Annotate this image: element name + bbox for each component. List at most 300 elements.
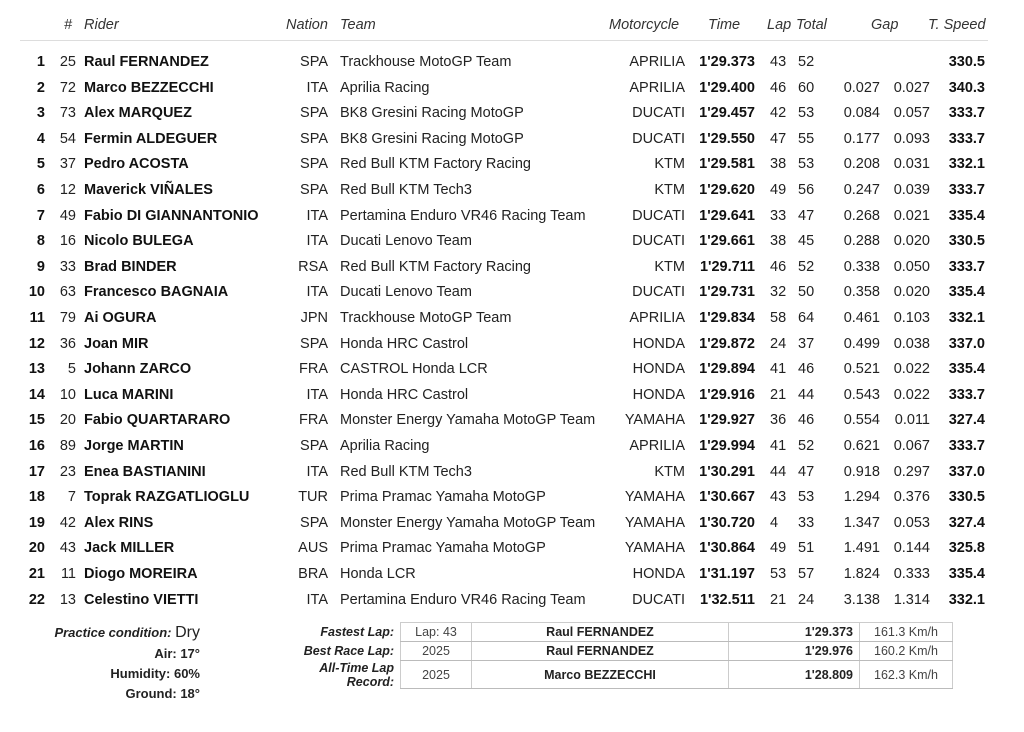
nation: SPA [300, 335, 328, 352]
position: 10 [28, 284, 45, 301]
motorcycle: APRILIA [629, 310, 685, 326]
table-row [0, 438, 1024, 463]
gap-first: 0.288 [843, 233, 880, 250]
top-speed: 333.7 [948, 438, 985, 454]
rider-number: 23 [59, 463, 76, 480]
total-laps: 24 [798, 591, 815, 608]
top-speed: 330.5 [948, 54, 985, 70]
rider-number: 13 [59, 591, 76, 608]
practice-label: Practice condition: [54, 625, 172, 640]
lap: 49 [770, 182, 787, 198]
lap-time: 1'29.550 [699, 130, 755, 147]
table-row [0, 489, 1024, 514]
nation: ITA [306, 284, 328, 301]
motorcycle: APRILIA [629, 54, 685, 70]
header-num: # [64, 17, 73, 33]
top-speed: 333.7 [948, 258, 985, 275]
rider-name: Celestino VIETTI [84, 591, 199, 608]
gap-first: 0.268 [843, 207, 880, 224]
position: 14 [28, 386, 45, 403]
lap: 33 [770, 207, 787, 224]
position: 3 [36, 105, 45, 122]
motorcycle: KTM [654, 182, 685, 198]
top-speed: 335.4 [948, 566, 985, 582]
lap-time: 1'30.720 [699, 514, 755, 531]
record-label: All-Time Lap Record: [319, 660, 394, 689]
team: Red Bull KTM Tech3 [340, 182, 472, 198]
lap: 46 [770, 79, 787, 96]
team: Prima Pramac Yamaha MotoGP [340, 489, 546, 506]
lap: 4 [770, 514, 779, 531]
rider-name: Marco BEZZECCHI [84, 79, 214, 96]
top-speed: 327.4 [948, 514, 985, 531]
team: Monster Energy Yamaha MotoGP Team [340, 412, 596, 429]
gap-first: 1.824 [843, 566, 880, 582]
position: 18 [28, 489, 45, 506]
position: 8 [36, 233, 45, 250]
lap: 42 [770, 105, 787, 122]
gap-previous: 0.376 [893, 489, 930, 506]
record-rider: Raul FERNANDEZ [472, 623, 729, 642]
total-laps: 53 [798, 105, 815, 122]
motorcycle: KTM [654, 258, 685, 275]
rider-number: 20 [59, 412, 76, 429]
rider-number: 11 [60, 566, 76, 582]
lap-time: 1'29.834 [699, 310, 755, 326]
gap-first: 0.521 [843, 361, 880, 378]
total-laps: 52 [798, 258, 815, 275]
lap: 32 [770, 284, 787, 301]
motorcycle: DUCATI [632, 233, 685, 250]
total-laps: 57 [798, 566, 815, 582]
lap: 21 [770, 591, 787, 608]
table-row [0, 464, 1024, 489]
motorcycle: DUCATI [632, 284, 685, 301]
lap: 44 [770, 463, 787, 480]
nation: ITA [306, 463, 328, 480]
gap-first: 0.543 [843, 386, 880, 403]
position: 17 [28, 463, 45, 480]
header-rider: Rider [84, 17, 119, 33]
header-team: Team [340, 17, 376, 33]
top-speed: 327.4 [948, 412, 985, 429]
practice-condition [54, 624, 200, 642]
motorcycle: HONDA [632, 361, 685, 378]
top-speed: 337.0 [948, 463, 985, 480]
lap: 58 [770, 310, 787, 326]
team: Pertamina Enduro VR46 Racing Team [340, 207, 586, 224]
rider-name: Joan MIR [84, 335, 149, 352]
rider-name: Enea BASTIANINI [84, 463, 206, 480]
rider-number: 54 [59, 130, 76, 147]
lap-time: 1'29.581 [699, 156, 755, 173]
lap: 41 [770, 438, 787, 454]
rider-name: Toprak RAZGATLIOGLU [84, 489, 250, 506]
rider-number: 42 [59, 514, 76, 531]
top-speed: 333.7 [948, 105, 985, 122]
table-row [0, 310, 1024, 335]
rider-name: Francesco BAGNAIA [84, 284, 229, 301]
team: Red Bull KTM Factory Racing [340, 156, 531, 173]
table-row [0, 105, 1024, 130]
motorcycle: APRILIA [629, 438, 685, 454]
gap-previous: 0.333 [893, 566, 930, 582]
lap-time: 1'29.661 [699, 233, 755, 250]
lap-time: 1'29.620 [699, 182, 755, 198]
lap: 36 [770, 412, 787, 429]
rider-name: Fabio DI GIANNANTONIO [84, 207, 259, 224]
rider-name: Jack MILLER [84, 540, 175, 557]
total-laps: 56 [798, 182, 815, 198]
total-laps: 47 [798, 463, 815, 480]
gap-first: 0.027 [843, 79, 880, 96]
motorcycle: APRILIA [629, 79, 685, 96]
table-row [0, 182, 1024, 207]
nation: SPA [300, 130, 328, 147]
team: Ducati Lenovo Team [340, 233, 472, 250]
gap-first: 1.294 [843, 489, 880, 506]
rider-name: Luca MARINI [84, 386, 174, 403]
rider-number: 79 [59, 310, 76, 326]
top-speed: 340.3 [948, 79, 985, 96]
header-speed: T. Speed [928, 17, 986, 33]
lap: 43 [770, 489, 787, 506]
nation: JPN [300, 310, 328, 326]
lap: 46 [770, 258, 787, 275]
lap-time: 1'29.457 [699, 105, 755, 122]
top-speed: 330.5 [948, 489, 985, 506]
lap-time: 1'29.731 [699, 284, 755, 301]
lap-time: 1'29.872 [699, 335, 755, 352]
total-laps: 53 [798, 489, 815, 506]
gap-previous: 0.022 [893, 361, 930, 378]
table-row [0, 412, 1024, 437]
gap-previous: 0.027 [893, 79, 930, 96]
top-speed: 337.0 [948, 335, 985, 352]
top-speed: 332.1 [948, 591, 985, 608]
gap-previous: 0.053 [893, 514, 930, 531]
rider-number: 10 [59, 386, 76, 403]
rider-number: 63 [59, 284, 76, 301]
lap-time: 1'29.400 [699, 79, 755, 96]
gap-first: 0.499 [843, 335, 880, 352]
rider-number: 25 [59, 54, 76, 70]
rider-number: 89 [59, 438, 76, 454]
position: 12 [28, 335, 45, 352]
table-row [0, 336, 1024, 361]
table-row [0, 284, 1024, 309]
record-year: 2025 [401, 661, 472, 689]
record-speed: 161.3 Km/h [860, 623, 953, 642]
nation: SPA [300, 105, 328, 122]
lap-time: 1'30.291 [699, 463, 755, 480]
rider-number: 5 [67, 361, 76, 378]
nation: SPA [300, 182, 328, 198]
nation: SPA [300, 514, 328, 531]
team: Red Bull KTM Factory Racing [340, 258, 531, 275]
gap-previous: 0.011 [894, 412, 930, 429]
nation: BRA [298, 566, 328, 582]
team: Prima Pramac Yamaha MotoGP [340, 540, 546, 557]
total-laps: 33 [798, 514, 815, 531]
record-label: Best Race Lap: [303, 644, 394, 658]
total-laps: 50 [798, 284, 815, 301]
rider-number: 72 [59, 79, 76, 96]
motorcycle: YAMAHA [624, 489, 685, 506]
rider-name: Fermin ALDEGUER [84, 130, 218, 147]
position: 15 [28, 412, 45, 429]
team: Trackhouse MotoGP Team [340, 310, 512, 326]
header-divider [20, 40, 988, 41]
lap: 43 [770, 54, 787, 70]
table-row [0, 540, 1024, 565]
total-laps: 53 [798, 156, 815, 173]
header-lap: Lap [767, 17, 792, 33]
position: 22 [28, 591, 45, 608]
humidity: Humidity: 60% [110, 666, 200, 681]
motorcycle: HONDA [632, 335, 685, 352]
gap-first: 3.138 [843, 591, 880, 608]
gap-previous: 0.093 [893, 130, 930, 147]
lap-time: 1'29.641 [699, 207, 755, 224]
total-laps: 52 [798, 54, 815, 70]
gap-previous: 0.022 [893, 386, 930, 403]
motorcycle: YAMAHA [624, 514, 685, 531]
top-speed: 333.7 [948, 386, 985, 403]
rider-name: Alex RINS [84, 514, 154, 531]
position: 16 [28, 438, 45, 454]
practice-value: Dry [175, 624, 200, 641]
rider-name: Ai OGURA [84, 310, 157, 326]
rider-name: Pedro ACOSTA [84, 156, 189, 173]
position: 7 [36, 207, 45, 224]
gap-first: 0.554 [843, 412, 880, 429]
motorcycle: DUCATI [632, 591, 685, 608]
nation: SPA [300, 156, 328, 173]
position: 11 [29, 310, 45, 326]
table-row [0, 592, 1024, 617]
position: 2 [36, 79, 45, 96]
nation: ITA [306, 386, 328, 403]
total-laps: 55 [798, 130, 815, 147]
gap-previous: 1.314 [893, 591, 930, 608]
team: Pertamina Enduro VR46 Racing Team [340, 591, 586, 608]
position: 19 [28, 514, 45, 531]
total-laps: 64 [798, 310, 815, 326]
team: Aprilia Racing [340, 438, 430, 454]
record-year: 2025 [401, 642, 472, 661]
team: Honda LCR [340, 566, 416, 582]
team: Trackhouse MotoGP Team [340, 54, 512, 70]
lap-time: 1'32.511 [699, 591, 755, 608]
gap-first: 0.177 [843, 130, 880, 147]
lap: 24 [770, 335, 787, 352]
motorcycle: DUCATI [632, 207, 685, 224]
position: 1 [36, 54, 45, 70]
lap-time: 1'30.667 [699, 489, 755, 506]
total-laps: 52 [798, 438, 815, 454]
total-laps: 46 [798, 361, 815, 378]
position: 4 [36, 130, 45, 147]
table-row [0, 233, 1024, 258]
gap-previous: 0.020 [893, 284, 930, 301]
gap-previous: 0.050 [893, 258, 930, 275]
rider-name: Nicolo BULEGA [84, 233, 194, 250]
record-row [270, 642, 953, 661]
lap: 38 [770, 156, 787, 173]
total-laps: 60 [798, 79, 815, 96]
rider-number: 37 [59, 156, 76, 173]
table-row [0, 80, 1024, 105]
table-row [0, 131, 1024, 156]
lap-time: 1'29.916 [699, 386, 755, 403]
top-speed: 332.1 [948, 156, 985, 173]
gap-first: 1.347 [843, 514, 880, 531]
rider-number: 16 [59, 233, 76, 250]
gap-previous: 0.039 [893, 182, 930, 198]
top-speed: 333.7 [948, 130, 985, 147]
rider-number: 7 [67, 489, 76, 506]
rider-name: Alex MARQUEZ [84, 105, 192, 122]
nation: AUS [298, 540, 328, 557]
lap: 38 [770, 233, 787, 250]
record-year: Lap: 43 [401, 623, 472, 642]
total-laps: 44 [798, 386, 815, 403]
air-temp: Air: 17° [154, 646, 200, 661]
gap-first: 0.208 [843, 156, 880, 173]
nation: FRA [299, 412, 328, 429]
team: BK8 Gresini Racing MotoGP [340, 130, 524, 147]
rider-name: Fabio QUARTARARO [84, 412, 231, 429]
lap-time: 1'30.864 [699, 540, 755, 557]
table-row [0, 387, 1024, 412]
record-row [270, 661, 953, 689]
rider-name: Diogo MOREIRA [84, 566, 198, 582]
team: Aprilia Racing [340, 79, 430, 96]
gap-first: 0.338 [843, 258, 880, 275]
top-speed: 332.1 [948, 310, 985, 326]
motorcycle: KTM [654, 156, 685, 173]
gap-previous: 0.038 [893, 335, 930, 352]
top-speed: 335.4 [948, 361, 985, 378]
rider-number: 36 [59, 335, 76, 352]
ground-temp: Ground: 18° [125, 686, 200, 701]
rider-number: 73 [59, 105, 76, 122]
team: CASTROL Honda LCR [340, 361, 488, 378]
lap: 21 [770, 386, 787, 403]
rider-number: 12 [59, 182, 76, 198]
lap-time: 1'29.373 [699, 54, 755, 70]
total-laps: 45 [798, 233, 815, 250]
top-speed: 333.7 [948, 182, 985, 198]
lap-time: 1'29.994 [699, 438, 755, 454]
gap-first: 0.358 [843, 284, 880, 301]
lap: 49 [770, 540, 787, 557]
gap-first: 0.084 [843, 105, 880, 122]
record-label: Fastest Lap: [320, 625, 394, 639]
table-row [0, 54, 1024, 79]
team: Ducati Lenovo Team [340, 284, 472, 301]
total-laps: 46 [798, 412, 815, 429]
nation: SPA [300, 54, 328, 70]
gap-first: 0.918 [843, 463, 880, 480]
team: Honda HRC Castrol [340, 335, 469, 352]
record-rider: Raul FERNANDEZ [472, 642, 729, 661]
top-speed: 330.5 [948, 233, 985, 250]
motorcycle: HONDA [632, 386, 685, 403]
gap-previous: 0.144 [893, 540, 930, 557]
record-speed: 160.2 Km/h [860, 642, 953, 661]
rider-name: Maverick VIÑALES [84, 182, 213, 198]
position: 20 [28, 540, 45, 557]
motorcycle: DUCATI [632, 130, 685, 147]
lap: 41 [770, 361, 787, 378]
record-speed: 162.3 Km/h [860, 661, 953, 689]
nation: ITA [306, 233, 328, 250]
position: 13 [28, 361, 45, 378]
record-rider: Marco BEZZECCHI [472, 661, 729, 689]
total-laps: 47 [798, 207, 815, 224]
gap-first: 1.491 [843, 540, 880, 557]
rider-name: Jorge MARTIN [84, 438, 184, 454]
table-row [0, 361, 1024, 386]
nation: RSA [298, 258, 328, 275]
gap-first: 0.621 [843, 438, 880, 454]
nation: FRA [299, 361, 328, 378]
lap-time: 1'29.894 [699, 361, 755, 378]
team: Honda HRC Castrol [340, 386, 469, 403]
rider-number: 49 [59, 207, 76, 224]
record-row [270, 623, 953, 642]
total-laps: 51 [798, 540, 815, 557]
gap-first: 0.461 [843, 310, 880, 326]
total-laps: 37 [798, 335, 815, 352]
gap-previous: 0.067 [893, 438, 930, 454]
gap-previous: 0.020 [893, 233, 930, 250]
nation: ITA [306, 207, 328, 224]
header-gap: Gap [871, 17, 899, 33]
lap: 53 [770, 566, 787, 582]
record-time: 1'28.809 [729, 661, 860, 689]
table-row [0, 515, 1024, 540]
rider-name: Raul FERNANDEZ [84, 54, 209, 70]
nation: ITA [306, 79, 328, 96]
motorcycle: YAMAHA [624, 540, 685, 557]
lap-time: 1'29.711 [699, 258, 755, 275]
gap-previous: 0.297 [893, 463, 930, 480]
motorcycle: KTM [654, 463, 685, 480]
gap-previous: 0.021 [893, 207, 930, 224]
lap-time: 1'31.197 [699, 566, 755, 582]
header-time: Time [708, 17, 741, 33]
motorcycle: DUCATI [632, 105, 685, 122]
position: 9 [36, 258, 45, 275]
records-table [270, 622, 953, 689]
rider-name: Brad BINDER [84, 258, 177, 275]
top-speed: 335.4 [948, 284, 985, 301]
gap-previous: 0.031 [893, 156, 930, 173]
header-motorcycle: Motorcycle [609, 17, 680, 33]
team: Red Bull KTM Tech3 [340, 463, 472, 480]
table-row [0, 156, 1024, 181]
top-speed: 325.8 [948, 540, 985, 557]
motorcycle: HONDA [632, 566, 685, 582]
nation: SPA [300, 438, 328, 454]
header-total: Total [796, 17, 827, 33]
rider-name: Johann ZARCO [84, 361, 192, 378]
position: 5 [36, 156, 45, 173]
table-row [0, 566, 1024, 591]
